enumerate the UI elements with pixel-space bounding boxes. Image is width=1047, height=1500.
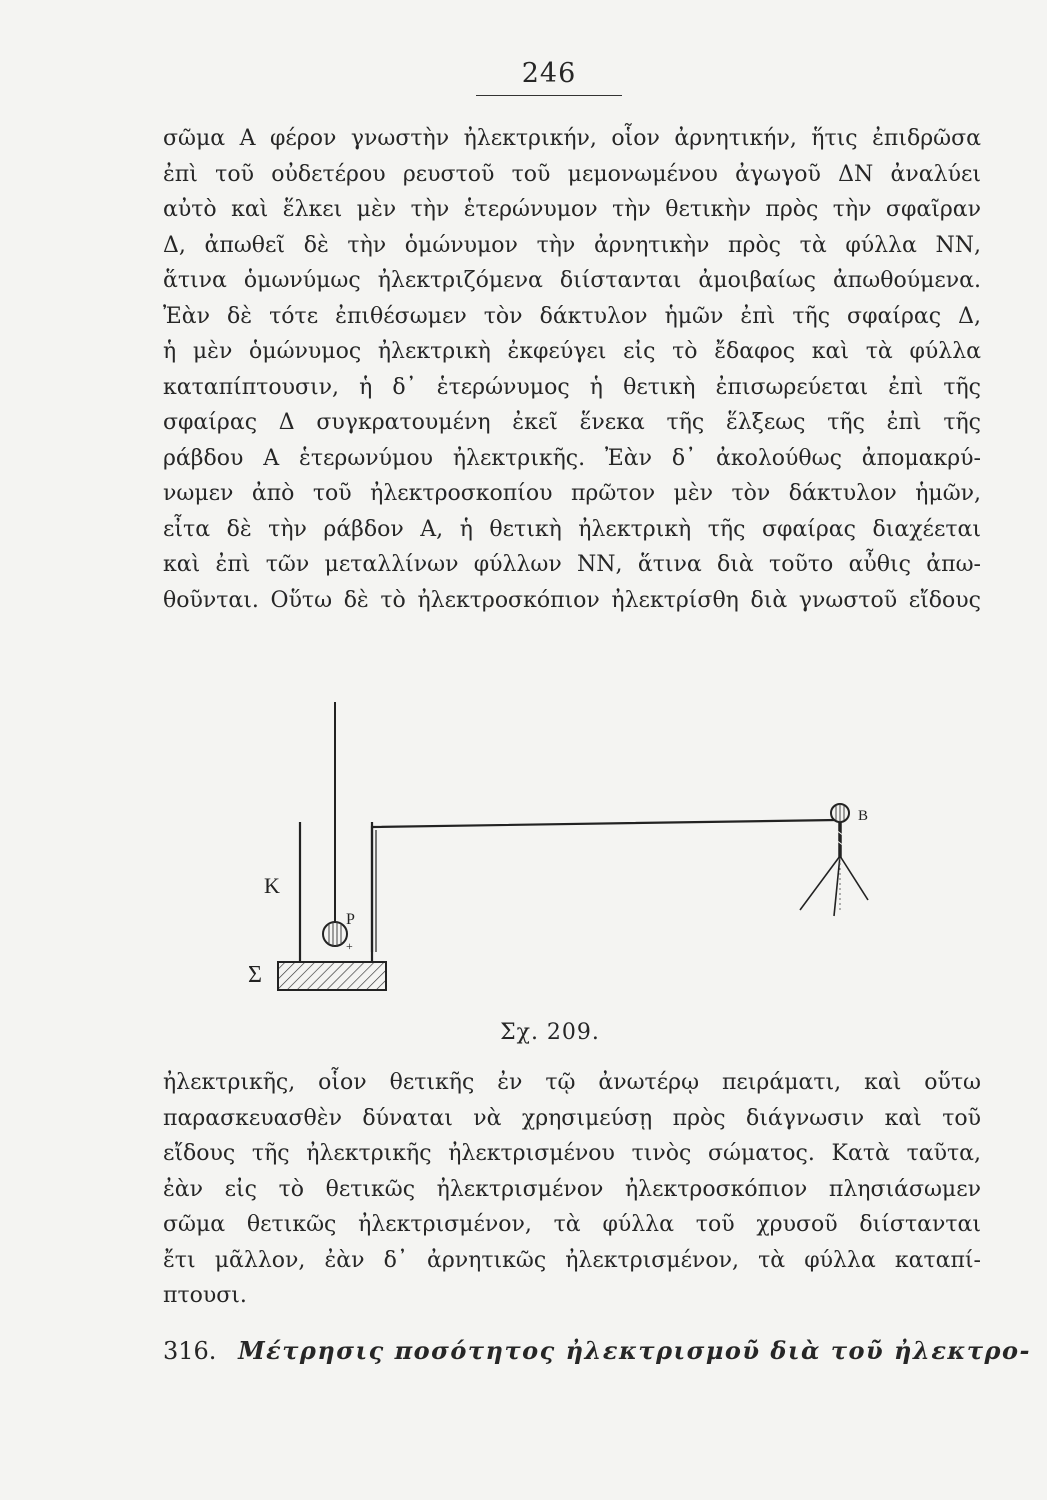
tripod-leg bbox=[834, 856, 840, 916]
text-line: ἔτι μᾶλλον, ἐὰν δ᾽ ἀρνητικῶς ἠλεκτρισμένον, τὰ φύλλα καταπί- bbox=[163, 1247, 981, 1273]
connecting-wire bbox=[372, 820, 836, 952]
figure-caption: Σχ. 209. bbox=[500, 1020, 600, 1045]
text-line: αὐτὸ καὶ ἕλκει μὲν τὴν ἑτερώνυμον τὴν θετικὴν πρὸς τὴν σφαῖραν bbox=[163, 197, 981, 222]
tripod-leg bbox=[800, 856, 840, 910]
text-line: σφαίρας Δ συγκρατουμένη ἐκεῖ ἕνεκα τῆς ἕλξεως τῆς ἐπὶ τῆς bbox=[163, 410, 981, 435]
text-line: καταπίπτουσιν, ἡ δ᾽ ἑτερώνυμος ἡ θετικὴ ἐπισωρεύεται ἐπὶ τῆς bbox=[163, 374, 981, 400]
text-line: ἠλεκτρικῆς, οἷον θετικῆς ἐν τῷ ἀνωτέρῳ πειράματι, καὶ οὕτω bbox=[163, 1070, 981, 1095]
section-number: 316. bbox=[163, 1337, 217, 1365]
text-line: εἶτα δὲ τὴν ράβδον Α, ἡ θετικὴ ἠλεκτρικὴ τῆς σφαίρας διαχέεται bbox=[163, 516, 981, 542]
text-line: Ἐὰν δὲ τότε ἐπιθέσωμεν τὸν δάκτυλον ἡμῶν ἐπὶ τῆς σφαίρας Δ, bbox=[163, 303, 981, 329]
text-line: θοῦνται. Οὕτω δὲ τὸ ἠλεκτροσκόπιον ἠλεκτρίσθη διὰ γνωστοῦ εἴδους bbox=[163, 587, 981, 613]
insulating-base bbox=[278, 962, 386, 990]
page-number: 246 bbox=[521, 58, 577, 89]
text-line: ἐπὶ τοῦ οὐδετέρου ρευστοῦ τοῦ μεμονωμένου ἀγωγοῦ ΔΝ ἀναλύει bbox=[163, 161, 981, 187]
label-plus: + bbox=[346, 939, 353, 953]
text-line: ἐὰν εἰς τὸ θετικῶς ἠλεκτρισμένον ἠλεκτροσκόπιον πλησιάσωμεν bbox=[163, 1176, 981, 1202]
label-p: P bbox=[346, 911, 355, 928]
text-line: ἅτινα ὁμωνύμως ἠλεκτριζόμενα διίστανται ἀμοιβαίως ἀπωθούμενα. bbox=[163, 268, 981, 293]
paragraph-2 bbox=[163, 1065, 981, 1314]
text-line: ἡ μὲν ὁμώνυμος ἠλεκτρικὴ ἐκφεύγει εἰς τὸ ἔδαφος καὶ τὰ φύλλα bbox=[163, 339, 981, 364]
tripod-leg bbox=[840, 856, 868, 900]
paragraph-1 bbox=[163, 121, 981, 618]
text-line: πτουσι. bbox=[163, 1283, 247, 1308]
text-line: ράβδου Α ἑτερωνύμου ἠλεκτρικῆς. Ἐὰν δ᾽ ἀκολούθως ἀπομακρύ- bbox=[163, 445, 981, 471]
electroscope-figure bbox=[240, 690, 880, 1010]
ball-p bbox=[323, 922, 347, 946]
label-sigma: Σ bbox=[248, 962, 262, 988]
section-heading bbox=[163, 1336, 1031, 1365]
text-line: καὶ ἐπὶ τῶν μεταλλίνων φύλλων ΝΝ, ἅτινα διὰ τοῦτο αὖθις ἀπω- bbox=[163, 552, 981, 577]
text-line: νωμεν ἀπὸ τοῦ ἠλεκτροσκοπίου πρῶτον μὲν τὸν δάκτυλον ἡμῶν, bbox=[163, 481, 981, 506]
label-b: B bbox=[858, 808, 869, 824]
header-rule bbox=[476, 95, 622, 96]
text-line: σῶμα Α φέρον γνωστὴν ἠλεκτρικήν, οἷον ἀρνητικήν, ἥτις ἐπιδρῶσα bbox=[163, 126, 981, 151]
text-line: σῶμα θετικῶς ἠλεκτρισμένον, τὰ φύλλα τοῦ χρυσοῦ διίστανται bbox=[163, 1212, 981, 1237]
text-line: Δ, ἀπωθεῖ δὲ τὴν ὁμώνυμον τὴν ἀρνητικὴν πρὸς τὰ φύλλα ΝΝ, bbox=[163, 232, 981, 258]
label-k: K bbox=[264, 873, 280, 898]
text-line: εἴδους τῆς ἠλεκτρικῆς ἠλεκτρισμένου τινὸς σώματος. Κατὰ ταῦτα, bbox=[163, 1141, 981, 1166]
section-title: Μέτρησις ποσότητος ἠλεκτρισμοῦ διὰ τοῦ ἠλεκτρο- bbox=[238, 1336, 1031, 1365]
text-line: παρασκευασθὲν δύναται νὰ χρησιμεύσῃ πρὸς διάγνωσιν καὶ τοῦ bbox=[163, 1105, 981, 1131]
